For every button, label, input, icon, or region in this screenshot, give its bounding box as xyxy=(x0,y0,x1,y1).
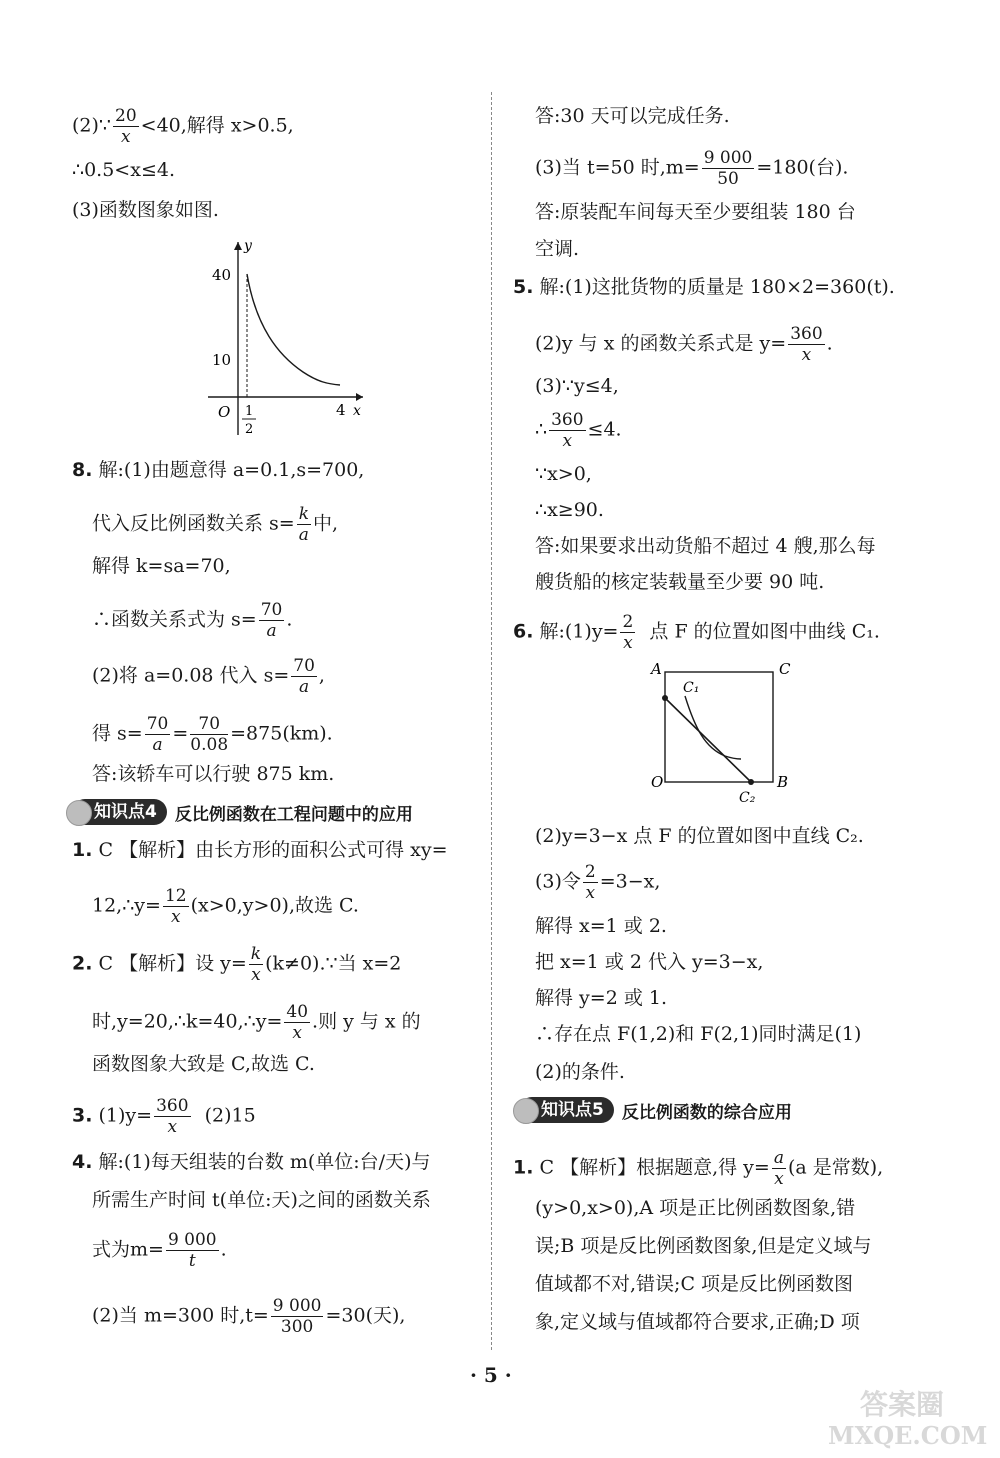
text-line: (y>0,x>0),A 项是正比例函数图象,错 xyxy=(535,1197,856,1219)
text-line: (2)y 与 x 的函数关系式是 y= $\frac{360}{x}$ . xyxy=(535,324,833,365)
watermark-line2: MXQE.COM xyxy=(828,1421,988,1450)
text-line: 解得 y=2 或 1. xyxy=(535,987,667,1009)
divider xyxy=(491,92,492,1350)
text-line: 函数图象大致是 C,故选 C. xyxy=(92,1053,315,1075)
text-line: 空调. xyxy=(535,238,580,260)
graph2-label-C1: C₁ xyxy=(683,680,700,696)
function-graph-2 xyxy=(643,660,803,808)
graph1-origin: O xyxy=(218,403,231,421)
text-line: (3)当 t=50 时,m= $\frac{9 000}{50}$ =180(台). xyxy=(535,148,849,189)
fraction: $\frac{20}{x}$ xyxy=(115,106,137,147)
text-line: (3)令 $\frac{2}{x}$ =3−x, xyxy=(535,862,661,903)
fraction: $\frac{70}{a}$ xyxy=(293,656,315,697)
graph2-label-O: O xyxy=(651,773,664,791)
text-line: 答:如果要求出动货船不超过 4 艘,那么每 xyxy=(535,535,876,557)
text-line: 4. 解:(1)每天组装的台数 m(单位:台/天)与 xyxy=(72,1151,431,1173)
text-line: ∵x>0, xyxy=(535,463,592,485)
function-graph-1 xyxy=(198,237,368,437)
text-line: (2)当 m=300 时,t= $\frac{9 000}{300}$ =30(天), xyxy=(92,1296,406,1337)
fraction: $\frac{70}{a}$ xyxy=(260,600,283,641)
text-line: 代入反比例函数关系 s= $\frac{k}{a}$ 中, xyxy=(92,504,339,545)
fraction: $\frac{40}{x}$ xyxy=(286,1002,309,1043)
text-line: ∴x≥90. xyxy=(535,499,604,521)
text-line: 1. C 【解析】由长方形的面积公式可得 xy= xyxy=(72,839,448,861)
fraction: $\frac{a}{x}$ xyxy=(773,1148,784,1189)
graph1-y-label: y xyxy=(244,238,252,254)
text-line: 5. 解:(1)这批货物的质量是 180×2=360(t). xyxy=(513,276,895,298)
fraction: $\frac{360}{x}$ xyxy=(156,1096,189,1137)
text-line: ∴存在点 F(1,2)和 F(2,1)同时满足(1) xyxy=(535,1023,862,1045)
page-number: · 5 · xyxy=(470,1363,512,1387)
section-badge: 知识点5 xyxy=(519,1097,614,1123)
text-line: 8. 解:(1)由题意得 a=0.1,s=700, xyxy=(72,459,365,481)
text-line: 12,∴y= $\frac{12}{x}$ (x>0,y>0),故选 C. xyxy=(92,886,359,927)
fraction: $\frac{k}{a}$ xyxy=(298,504,310,545)
section-header-4 xyxy=(72,799,413,825)
text-line: 象,定义域与值域都符合要求,正确;D 项 xyxy=(535,1311,860,1333)
fraction: $\frac{360}{x}$ xyxy=(790,324,823,365)
text-line: 误;B 项是反比例函数图象,但是定义域与 xyxy=(535,1235,872,1257)
fraction: $\frac{9 000}{t}$ xyxy=(167,1230,217,1271)
fraction: $\frac{2}{x}$ xyxy=(584,862,596,903)
text-line: 6. 解:(1)y= $\frac{2}{x}$ 点 F 的位置如图中曲线 C₁. xyxy=(513,612,880,653)
fraction: $\frac{9 000}{300}$ xyxy=(272,1296,322,1337)
text-line: 把 x=1 或 2 代入 y=3−x, xyxy=(535,951,764,973)
fraction: $\frac{70}{a}$ xyxy=(146,714,169,755)
text-line: (2)将 a=0.08 代入 s= $\frac{70}{a}$ , xyxy=(92,656,325,697)
text-line: 1. C 【解析】根据题意,得 y= $\frac{a}{x}$ (a 是常数), xyxy=(513,1148,884,1189)
fraction: $\frac{360}{x}$ xyxy=(551,410,584,451)
graph2-label-C: C xyxy=(779,660,791,678)
graph1-tick-half-d: 2 xyxy=(245,422,254,437)
text-line: 式为m= $\frac{9 000}{t}$ . xyxy=(92,1230,227,1271)
graph1-tick-40: 40 xyxy=(212,266,232,284)
section-header-5 xyxy=(519,1097,792,1123)
text-line: (2)y=3−x 点 F 的位置如图中直线 C₂. xyxy=(535,825,864,847)
text-line: 所需生产时间 t(单位:天)之间的函数关系 xyxy=(92,1189,431,1211)
text-line: (3)∵y≤4, xyxy=(535,375,619,397)
watermark-logo xyxy=(820,1380,995,1450)
text-line: (3)函数图象如图. xyxy=(72,199,219,221)
text-line: 值域都不对,错误;C 项是反比例函数图 xyxy=(535,1273,854,1295)
graph2-label-B: B xyxy=(777,773,789,791)
watermark-line1: 答案圈 xyxy=(860,1388,945,1421)
text-line: 艘货船的核定装载量至少要 90 吨. xyxy=(535,571,825,593)
section-badge: 知识点4 xyxy=(72,799,167,825)
text-line: 得 s= $\frac{70}{a}$ = $\frac{70}{0.08}$ =875(km). xyxy=(92,714,333,755)
text-line: ∴函数关系式为 s= $\frac{70}{a}$ . xyxy=(92,600,293,641)
text-line: 时,y=20,∴k=40,∴y= $\frac{40}{x}$ .则 y 与 x 的 xyxy=(92,1002,421,1043)
graph2-label-A: A xyxy=(651,660,662,678)
fraction: $\frac{2}{x}$ xyxy=(622,612,634,653)
text-line: 答:30 天可以完成任务. xyxy=(535,105,730,127)
text-line: (2)的条件. xyxy=(535,1061,625,1083)
section-title: 反比例函数的综合应用 xyxy=(621,1102,792,1123)
graph1-tick-4: 4 xyxy=(336,401,346,419)
fraction: $\frac{70}{0.08}$ xyxy=(190,714,229,755)
text-line: 3. (1)y= $\frac{360}{x}$ (2)15 xyxy=(72,1096,256,1137)
graph1-tick-10: 10 xyxy=(212,351,232,369)
text-line: 2. C 【解析】设 y= $\frac{k}{x}$ (k≠0).∵当 x=2 xyxy=(72,944,402,985)
graph1-tick-half-n: 1 xyxy=(245,404,254,419)
fraction: $\frac{12}{x}$ xyxy=(164,886,187,927)
text-line: 答:原装配车间每天至少要组装 180 台 xyxy=(535,201,856,223)
text-line: (2)∵ $\frac{20}{x}$ <40,解得 x>0.5, xyxy=(72,106,294,147)
text-line: ∴0.5<x≤4. xyxy=(72,159,175,181)
fraction: $\frac{9 000}{50}$ xyxy=(703,148,753,189)
section-title: 反比例函数在工程问题中的应用 xyxy=(174,804,413,825)
graph1-x-label: x xyxy=(353,403,361,419)
text-line: 解得 k=sa=70, xyxy=(92,555,231,577)
text-line: 解得 x=1 或 2. xyxy=(535,915,667,937)
text-line: ∴ $\frac{360}{x}$ ≤4. xyxy=(535,410,622,451)
fraction: $\frac{k}{x}$ xyxy=(250,944,262,985)
graph2-label-C2: C₂ xyxy=(739,790,756,806)
text-line: 答:该轿车可以行驶 875 km. xyxy=(92,763,335,785)
